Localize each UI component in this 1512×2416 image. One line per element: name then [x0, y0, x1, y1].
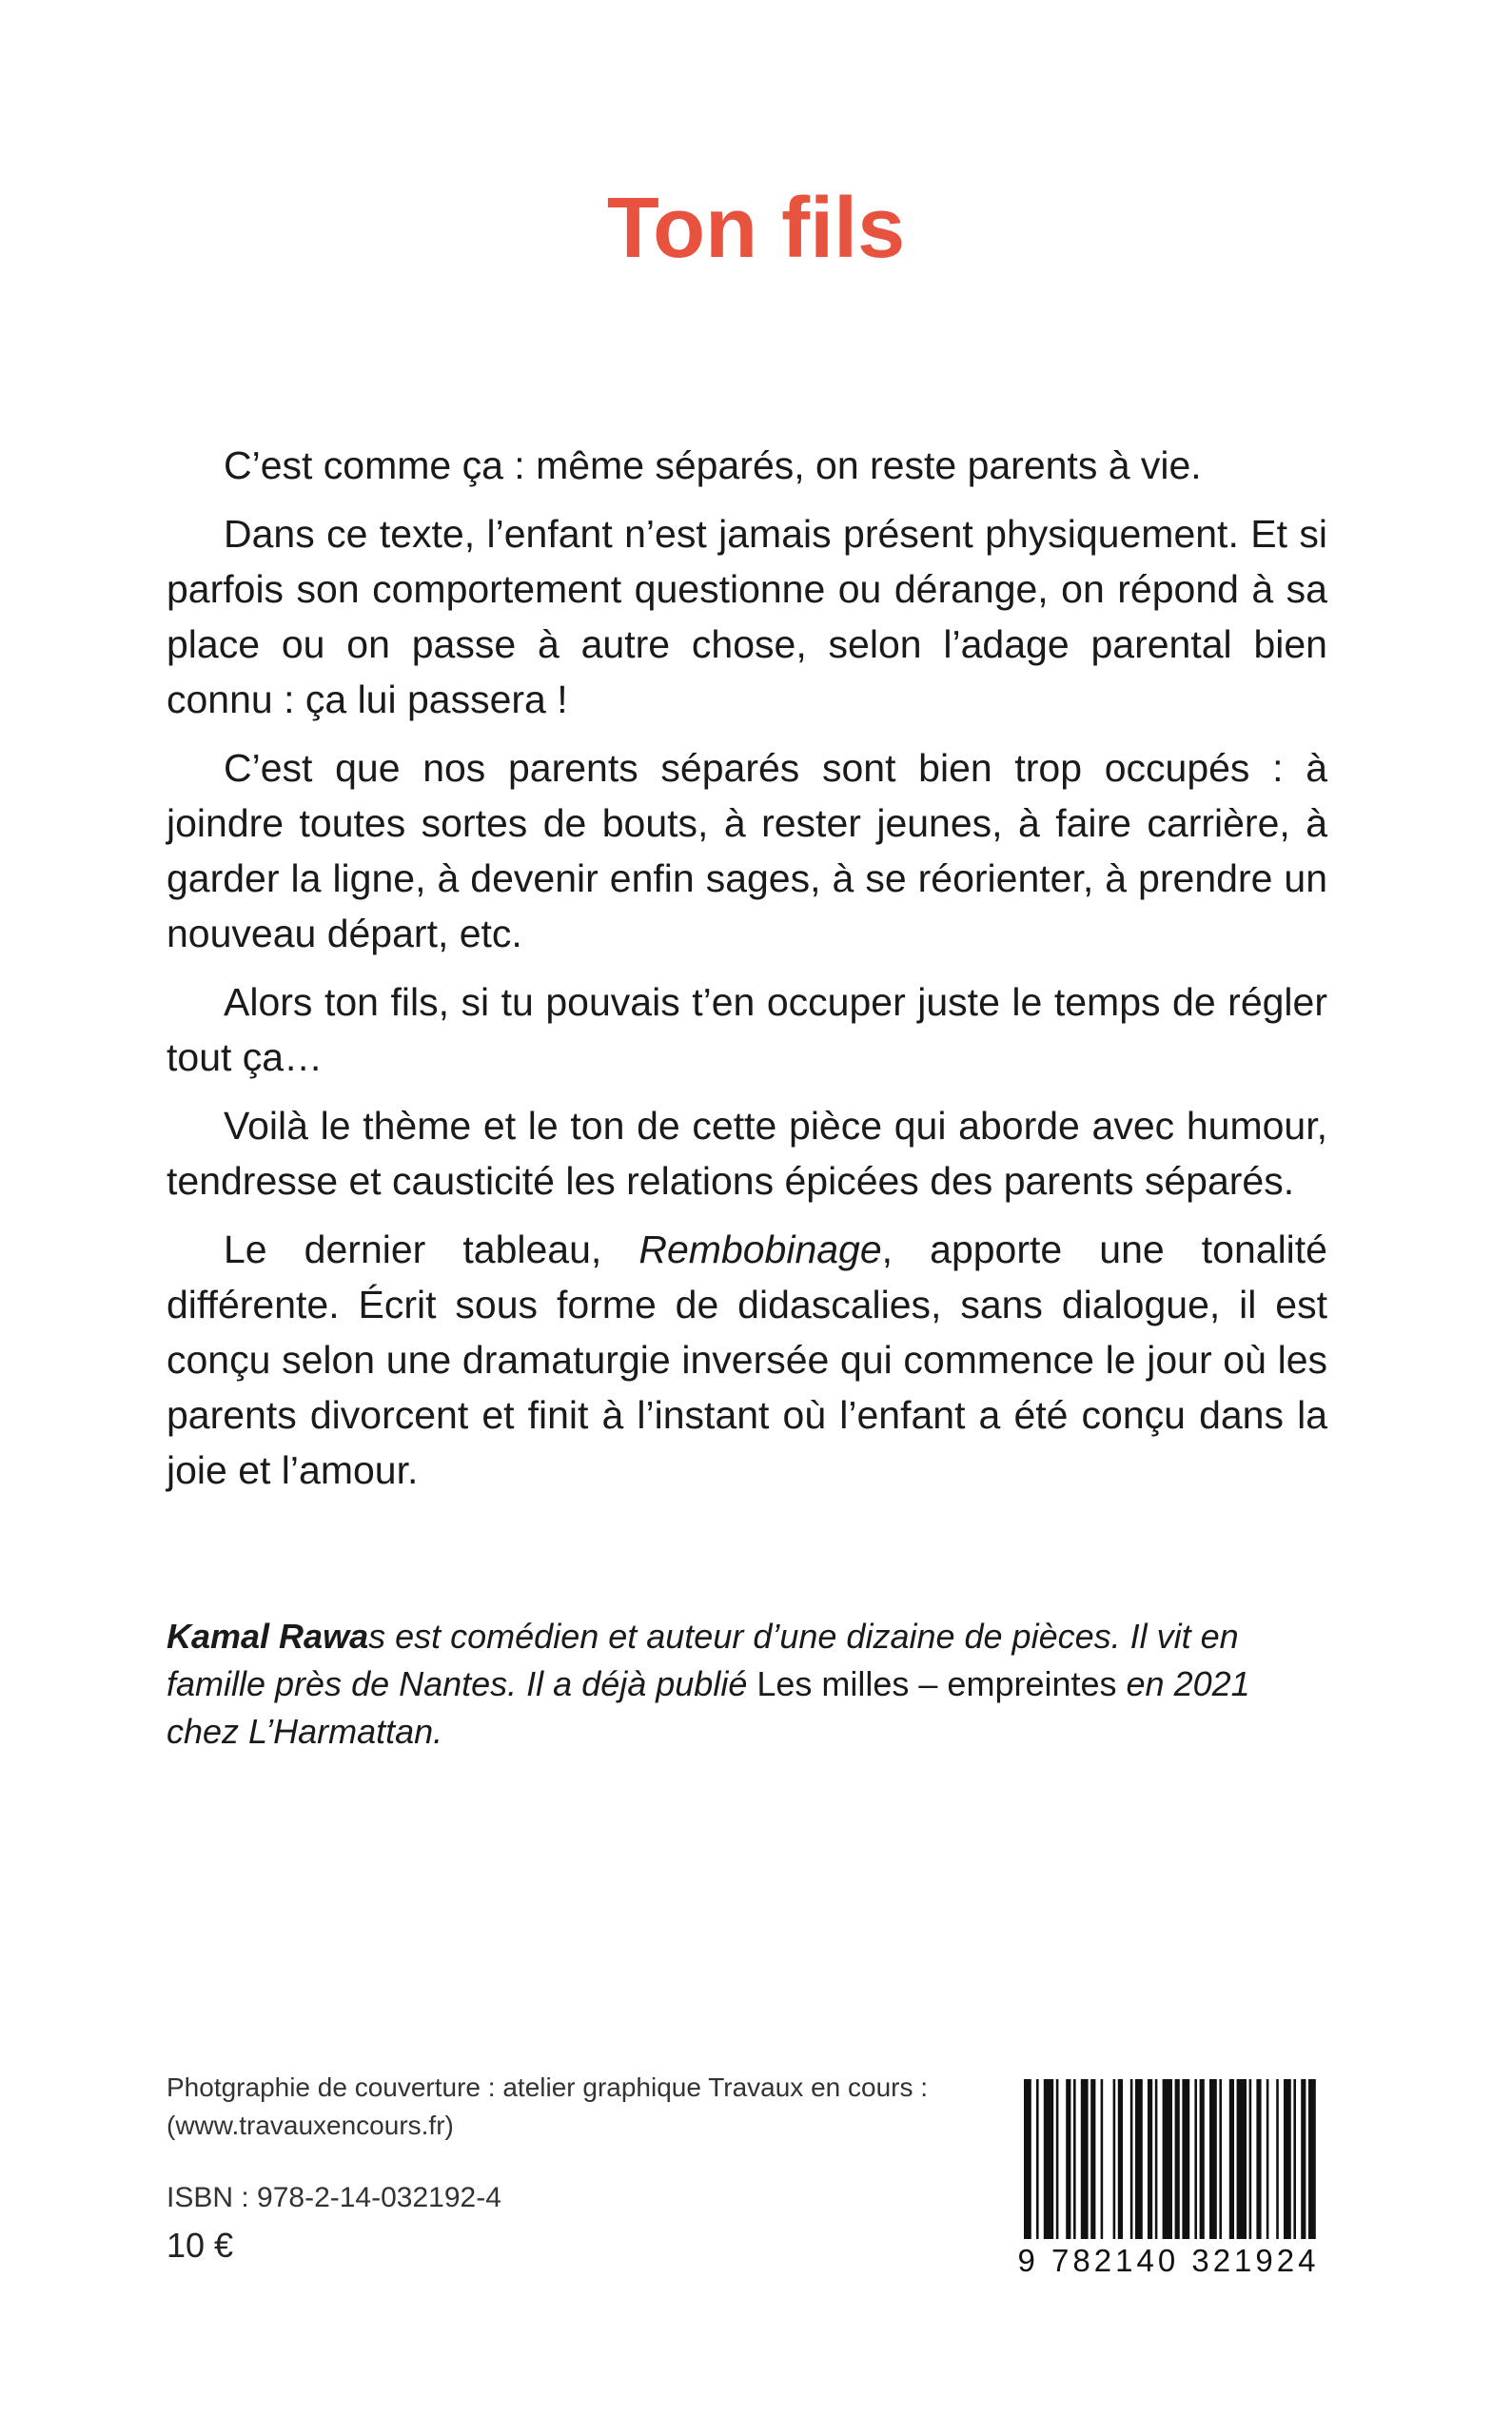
book-title: Ton fils	[606, 181, 906, 276]
barcode-bar	[1090, 2079, 1095, 2239]
author-name: Kamal Rawa	[167, 1617, 369, 1656]
barcode-bar	[1200, 2079, 1205, 2239]
barcode	[1016, 2079, 1321, 2288]
barcode-bar	[1044, 2079, 1053, 2239]
blurb-paragraph-2: Dans ce texte, l’enfant n’est jamais présent physiquement. Et si parfois son comportement questionne ou dérange, on répond à sa place ou on passe à autre chose, selon l’adage parental bien connu : ça lui passera !	[167, 512, 1327, 721]
barcode-bar	[1276, 2079, 1279, 2239]
barcode-bar	[1163, 2079, 1172, 2239]
blurb-paragraph-6	[167, 1222, 1327, 1498]
author-bio-text-1: s est comédien et auteur d’une dizaine de pièces. Il vit en famille près de Nantes. Il a déjà publié	[167, 1617, 1239, 1703]
barcode-bar	[1155, 2079, 1158, 2239]
barcode-bar	[1219, 2079, 1222, 2239]
barcode-bar	[1249, 2079, 1252, 2239]
photo-credits	[167, 2069, 985, 2145]
price: 10 €	[167, 2226, 234, 2265]
barcode-bars	[1016, 2079, 1321, 2239]
barcode-bar	[1148, 2079, 1152, 2239]
barcode-bar	[1101, 2079, 1104, 2239]
blurb-paragraph-1: C’est comme ça : même séparés, on reste parents à vie.	[224, 443, 1202, 487]
barcode-bar	[1081, 2079, 1089, 2239]
barcode-bar	[1024, 2079, 1031, 2239]
barcode-bar	[1194, 2079, 1197, 2239]
blurb-paragraph-3: C’est que nos parents séparés sont bien trop occupés : à joindre toutes sortes de bouts, à rester jeunes, à faire carrière, à garder la ligne, à devenir enfin sages, à se réorienter, à prendre un nouveau départ, etc.	[167, 746, 1327, 955]
barcode-bar	[1182, 2079, 1189, 2239]
barcode-bar	[1118, 2079, 1123, 2239]
barcode-bar	[1036, 2079, 1039, 2239]
barcode-bar	[1267, 2079, 1269, 2239]
barcode-bar	[1229, 2079, 1234, 2239]
blurb-paragraph-4: Alors ton fils, si tu pouvais t’en occuper juste le temps de régler tout ça…	[167, 980, 1327, 1079]
credits-line-1: Photgraphie de couverture : atelier graphique Travaux en cours :	[167, 2072, 929, 2102]
barcode-bar	[1066, 2079, 1070, 2239]
barcode-bar	[1175, 2079, 1180, 2239]
p6-text-after: , apporte une tonalité différente. Écrit sous forme de didascalies, sans dialogue, il est conçu selon une dramaturgie inversée qui commence le jour où les parents divorcent et finit à l’instant où l’enfant a été conçu dans la joie et l’amour.	[167, 1228, 1327, 1492]
blurb-paragraph-5: Voilà le thème et le ton de cette pièce qui aborde avec humour, tendresse et causticité les relations épicées des parents séparés.	[167, 1104, 1327, 1203]
barcode-bar	[1293, 2079, 1296, 2239]
p6-text-before: Le dernier tableau,	[224, 1228, 639, 1271]
barcode-bar	[1237, 2079, 1247, 2239]
barcode-bar	[1308, 2079, 1316, 2239]
barcode-digits: 9 782140 321924	[1017, 2243, 1320, 2278]
barcode-bar	[1135, 2079, 1143, 2239]
barcode-bar	[1073, 2079, 1076, 2239]
credits-line-2: (www.travauxencours.fr)	[167, 2111, 454, 2140]
isbn: ISBN : 978-2-14-032192-4	[167, 2182, 501, 2213]
barcode-bar	[1130, 2079, 1133, 2239]
barcode-bar	[1209, 2079, 1217, 2239]
previous-book-title: Les milles – empreintes	[756, 1664, 1117, 1703]
author-bio-text-2: en 2021 chez L’Harmattan.	[167, 1664, 1250, 1751]
rembobinage-title: Rembobinage	[638, 1228, 882, 1271]
barcode-bar	[1284, 2079, 1291, 2239]
barcode-bar	[1113, 2079, 1116, 2239]
barcode-bar	[1056, 2079, 1059, 2239]
barcode-bar	[1256, 2079, 1261, 2239]
blurb	[167, 438, 1327, 1511]
author-bio	[167, 1613, 1327, 1756]
barcode-bar	[1301, 2079, 1306, 2239]
